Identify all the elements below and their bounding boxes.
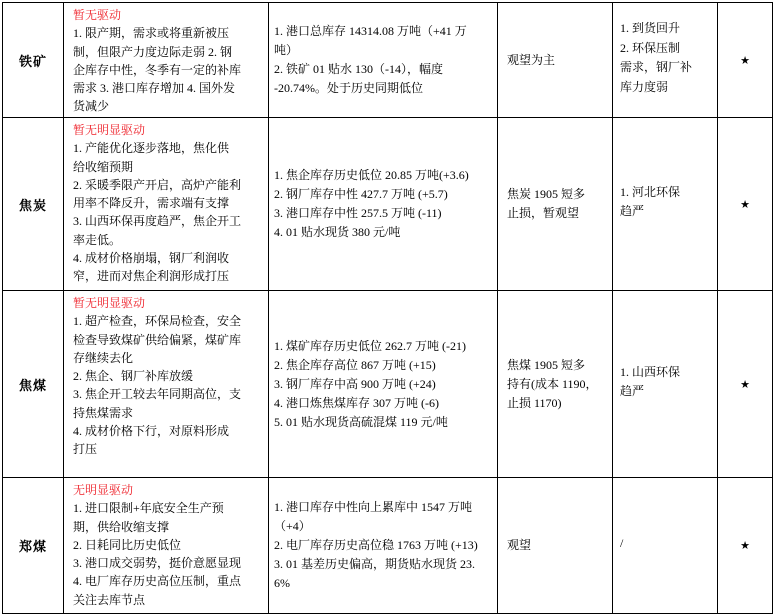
risk-line: 1. 山西环保 bbox=[620, 364, 681, 379]
driver-line: 1. 限产期，需求或将重新被压 bbox=[73, 26, 230, 41]
driver-line: 3. 焦企开工较去年同期高位，支 bbox=[73, 387, 242, 402]
rating-cell bbox=[718, 118, 773, 291]
driver-cell bbox=[64, 3, 269, 118]
risk-line: 1. 河北环保 bbox=[620, 184, 681, 199]
driver-text bbox=[73, 312, 264, 458]
driver-line: 存继续去化 bbox=[73, 350, 134, 365]
commodity-outlook-table bbox=[2, 2, 773, 614]
view-cell bbox=[498, 3, 613, 118]
star-icon: ★ bbox=[740, 378, 750, 391]
driver-line: 1. 产能优化逐步落地，焦化供 bbox=[73, 141, 230, 156]
risk-text bbox=[620, 363, 715, 402]
driver-line: 打压 bbox=[73, 442, 98, 457]
data-line: 2. 焦企库存高位 867 万吨 (+15) bbox=[274, 357, 436, 372]
risk-cell bbox=[613, 118, 718, 291]
view-text bbox=[507, 356, 610, 413]
driver-line: 货减少 bbox=[73, 99, 110, 114]
view-line: 焦炭 1905 短多 bbox=[507, 187, 586, 201]
driver-note: 暂无驱动 bbox=[73, 8, 122, 22]
risk-cell bbox=[613, 291, 718, 478]
data-line: 3. 港口库存中性 257.5 万吨 (-11) bbox=[274, 206, 442, 220]
commodity-cell bbox=[3, 478, 64, 614]
data-text bbox=[274, 22, 493, 98]
view-cell bbox=[498, 291, 613, 478]
commodity-cell bbox=[3, 291, 64, 478]
driver-line: 率走低。 bbox=[73, 232, 122, 247]
driver-line: 4. 成材价格下行，对原料形成 bbox=[73, 424, 230, 439]
risk-cell bbox=[613, 3, 718, 118]
risk-line: 趋严 bbox=[620, 204, 645, 218]
driver-note: 暂无明显驱动 bbox=[73, 123, 146, 137]
view-line: 持有(成本 1190， bbox=[507, 376, 598, 391]
driver-line: 3. 山西环保再度趋严，焦企开工 bbox=[73, 214, 242, 229]
risk-line: / bbox=[620, 535, 624, 550]
driver-text bbox=[73, 499, 264, 609]
rating-cell bbox=[718, 3, 773, 118]
data-line: 1. 港口库存中性向上累库中 1547 万吨 bbox=[274, 500, 473, 514]
driver-text bbox=[73, 24, 264, 115]
driver-line: 4. 电厂库存历史高位压制，重点 bbox=[73, 574, 242, 589]
driver-line: 持焦煤需求 bbox=[73, 405, 134, 420]
data-text bbox=[274, 337, 493, 432]
risk-line: 1. 到货回升 bbox=[620, 21, 681, 35]
data-line: 3. 01 基差历史偏高，期货贴水现货 23. bbox=[274, 557, 476, 571]
view-line: 观望为主 bbox=[507, 52, 556, 67]
driver-note: 无明显驱动 bbox=[73, 483, 134, 497]
driver-cell bbox=[64, 118, 269, 291]
view-line: 焦煤 1905 短多 bbox=[507, 357, 586, 372]
driver-line: 期，供给收缩支撑 bbox=[73, 519, 170, 534]
data-cell bbox=[269, 118, 498, 291]
data-line: 吨） bbox=[274, 43, 299, 57]
data-line: 2. 电厂库存历史高位稳 1763 万吨 (+13) bbox=[274, 538, 478, 552]
view-cell bbox=[498, 118, 613, 291]
star-icon: ★ bbox=[740, 198, 750, 211]
driver-line: 关注去库节点 bbox=[73, 592, 146, 607]
view-text bbox=[507, 51, 610, 70]
risk-line: 趋严 bbox=[620, 384, 645, 398]
view-cell bbox=[498, 478, 613, 614]
driver-cell bbox=[64, 291, 269, 478]
view-text bbox=[507, 536, 610, 555]
data-cell bbox=[269, 478, 498, 614]
driver-line: 用率不降反升，需求端有支撑 bbox=[73, 196, 230, 211]
data-line: 1. 煤矿库存历史低位 262.7 万吨 (-21) bbox=[274, 338, 466, 353]
table-row-coking-coal bbox=[3, 291, 773, 478]
driver-line: 制，但限产力度边际走弱 2. 钢 bbox=[73, 44, 233, 59]
commodity-name: 焦炭 bbox=[18, 197, 47, 213]
risk-line: 需求，钢厂补 bbox=[620, 60, 693, 74]
data-line: 2. 钢厂库存中性 427.7 万吨 (+5.7) bbox=[274, 187, 448, 201]
driver-line: 4. 成材价格崩塌，钢厂利润收 bbox=[73, 251, 230, 266]
view-line: 止损，暂观望 bbox=[507, 206, 580, 220]
driver-line: 2. 焦企、钢厂补库放缓 bbox=[73, 369, 194, 384]
risk-cell bbox=[613, 478, 718, 614]
view-text bbox=[507, 185, 610, 223]
driver-line: 2. 采暖季限产开启，高炉产能利 bbox=[73, 177, 242, 192]
data-line: 4. 01 贴水现货 380 元/吨 bbox=[274, 225, 401, 239]
data-line: -20.74%。处于历史同期低位 bbox=[274, 81, 423, 95]
data-line: （+4） bbox=[274, 519, 311, 533]
driver-line: 3. 港口成交弱势，挺价意愿显现 bbox=[73, 556, 242, 571]
driver-line: 给收缩预期 bbox=[73, 159, 134, 174]
risk-text bbox=[620, 534, 715, 554]
view-line: 观望 bbox=[507, 538, 532, 552]
commodity-cell bbox=[3, 118, 64, 291]
driver-line: 需求 3. 港口库存增加 4. 国外发 bbox=[73, 81, 236, 96]
commodity-name: 焦煤 bbox=[18, 377, 47, 393]
risk-text bbox=[620, 183, 715, 222]
data-line: 2. 铁矿 01 贴水 130（-14），幅度 bbox=[274, 62, 443, 76]
commodity-name: 铁矿 bbox=[18, 53, 47, 69]
data-text bbox=[274, 498, 493, 593]
data-line: 5. 01 贴水现货高硫混煤 119 元/吨 bbox=[274, 414, 448, 429]
star-icon: ★ bbox=[740, 54, 750, 67]
data-cell bbox=[269, 291, 498, 478]
driver-line: 2. 日耗同比历史低位 bbox=[73, 537, 182, 552]
driver-line: 企库存中性，冬季有一定的补库 bbox=[73, 62, 242, 77]
driver-note: 暂无明显驱动 bbox=[73, 296, 146, 310]
data-cell bbox=[269, 3, 498, 118]
rating-cell bbox=[718, 291, 773, 478]
table-row-coke bbox=[3, 118, 773, 291]
driver-line: 检查导致煤矿供给偏紧，煤矿库 bbox=[73, 332, 242, 347]
data-text bbox=[274, 166, 493, 242]
data-line: 6% bbox=[274, 576, 290, 590]
driver-line: 1. 进口限制+年底安全生产预 bbox=[73, 501, 224, 516]
table-row-thermal-coal bbox=[3, 478, 773, 614]
driver-cell bbox=[64, 478, 269, 614]
driver-text bbox=[73, 139, 264, 285]
rating-cell bbox=[718, 478, 773, 614]
risk-line: 2. 环保压制 bbox=[620, 40, 681, 55]
table-row-iron-ore bbox=[3, 3, 773, 118]
commodity-name: 郑煤 bbox=[18, 539, 47, 554]
risk-text bbox=[620, 19, 715, 97]
data-line: 4. 港口炼焦煤库存 307 万吨 (-6) bbox=[274, 395, 439, 410]
data-line: 3. 钢厂库存中高 900 万吨 (+24) bbox=[274, 376, 436, 391]
commodity-cell bbox=[3, 3, 64, 118]
view-line: 止损 1170) bbox=[507, 395, 562, 410]
driver-line: 窄，进而对焦企利润形成打压 bbox=[73, 269, 230, 284]
risk-line: 库力度弱 bbox=[620, 79, 669, 94]
data-line: 1. 港口总库存 14314.08 万吨（+41 万 bbox=[274, 24, 467, 38]
driver-line: 1. 超产检查，环保局检查，安全 bbox=[73, 314, 242, 329]
star-icon: ★ bbox=[740, 540, 750, 552]
data-line: 1. 焦企库存历史低位 20.85 万吨(+3.6) bbox=[274, 168, 469, 182]
